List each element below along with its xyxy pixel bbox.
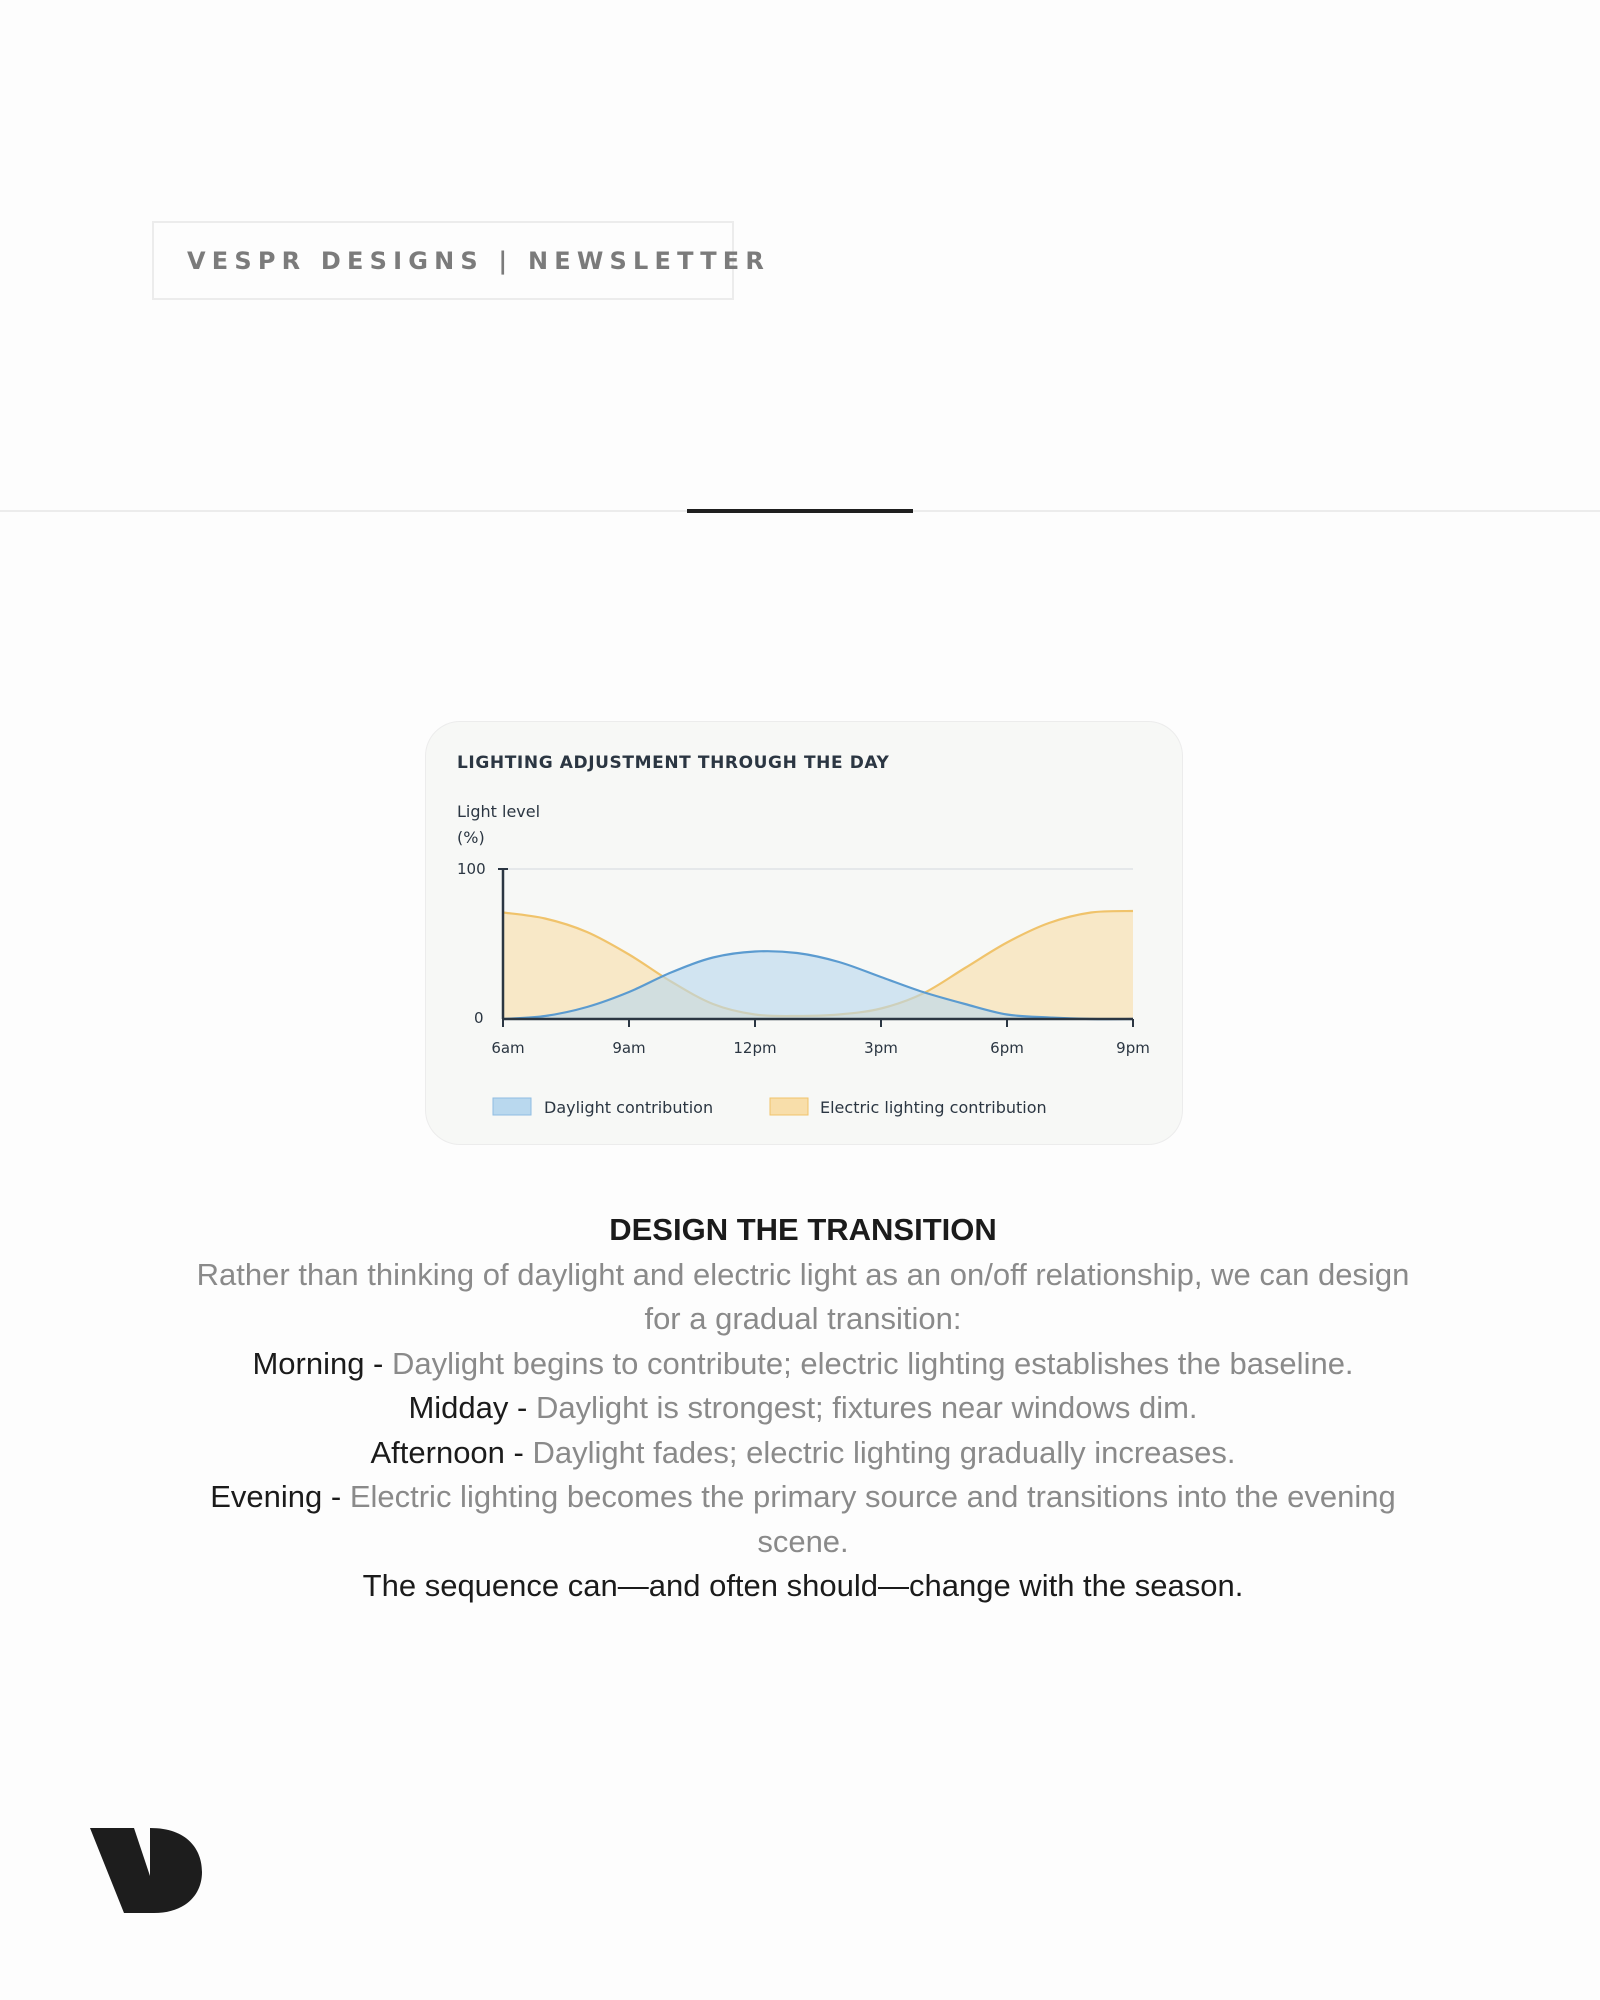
lighting-chart [426, 722, 1182, 1144]
y-axis-label-line2: (%) [457, 828, 485, 847]
x-tick-label: 9am [612, 1039, 646, 1057]
legend-label-electric: Electric lighting contribution [820, 1098, 1047, 1117]
legend-swatch-electric [770, 1098, 808, 1115]
legend-swatch-daylight [493, 1098, 531, 1115]
midday-label: Midday - [408, 1390, 536, 1425]
evening-text: Electric lighting becomes the primary source and transitions into the evening [349, 1479, 1396, 1514]
vespr-logo-icon [88, 1826, 204, 1921]
intro-line: for a gradual transition: [644, 1301, 962, 1336]
x-tick-label: 3pm [864, 1039, 898, 1057]
midday-text: Daylight is strongest; fixtures near windows dim. [535, 1390, 1198, 1425]
closing-line: The sequence can—and often should—change with the season. [362, 1568, 1244, 1603]
afternoon-item [120, 1431, 1486, 1476]
midday-item [120, 1386, 1486, 1431]
legend-label-daylight: Daylight contribution [544, 1098, 714, 1117]
afternoon-label: Afternoon - [370, 1434, 533, 1470]
morning-item [120, 1342, 1486, 1387]
y-axis-label-line1: Light level [457, 802, 541, 821]
evening-item [120, 1475, 1486, 1564]
section-title: DESIGN THE TRANSITION [609, 1212, 997, 1247]
intro-paragraph [120, 1253, 1486, 1342]
newsletter-header-tag: VESPR DESIGNS | NEWSLETTER [152, 221, 734, 300]
x-tick-label: 12pm [733, 1039, 777, 1057]
y-tick-label-100: 100 [457, 860, 486, 878]
evening-label: Evening - [210, 1479, 350, 1514]
x-tick-label: 9pm [1116, 1039, 1150, 1057]
morning-text: Daylight begins to contribute; electric lighting establishes the baseline. [391, 1345, 1354, 1381]
evening-text-continued: scene. [757, 1523, 849, 1559]
afternoon-text: Daylight fades; electric lighting gradually increases. [532, 1434, 1236, 1470]
lighting-chart-card [426, 722, 1182, 1144]
x-tick-label: 6am [491, 1039, 525, 1057]
morning-label: Morning - [252, 1345, 392, 1381]
x-tick-label: 6pm [990, 1039, 1024, 1057]
section-divider-accent [687, 509, 913, 513]
chart-title: LIGHTING ADJUSTMENT THROUGH THE DAY [457, 753, 890, 773]
intro-line: Rather than thinking of daylight and electric light as an on/off relationship, we can design [196, 1256, 1410, 1292]
article-body [120, 1208, 1486, 1609]
y-tick-label-0: 0 [474, 1009, 484, 1027]
